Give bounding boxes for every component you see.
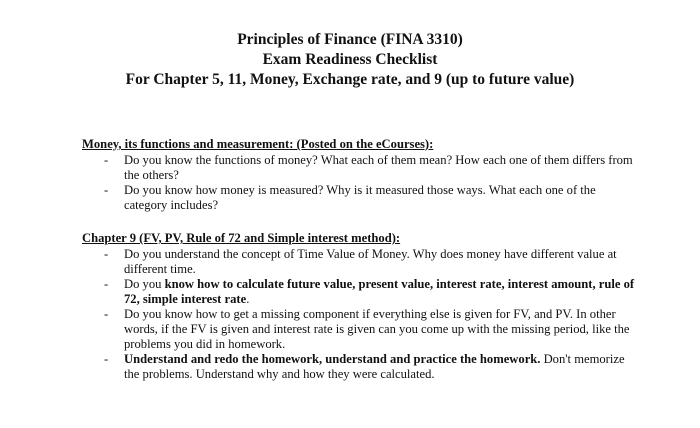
dash-bullet: - (104, 183, 109, 197)
checklist-item-text-bold: know how to calculate future value, present value, interest rate, interest amount, rule of 72, simple interest rate (124, 277, 635, 306)
dash-bullet: - (104, 307, 109, 321)
dash-bullet: - (104, 277, 109, 291)
checklist-item (82, 247, 642, 277)
section-heading-chapter-9: Chapter 9 (FV, PV, Rule of 72 and Simple interest method): (82, 231, 401, 245)
checklist-item (82, 277, 642, 307)
checklist-item (82, 153, 642, 183)
checklist-item-text (124, 352, 625, 381)
chapter-scope: For Chapter 5, 11, Money, Exchange rate, and 9 (up to future value) (125, 71, 575, 88)
checklist-item-text: Do you know the functions of money? What each of them mean? How each one of them differs from the others? (124, 153, 633, 182)
chapter-9-checklist (82, 247, 642, 382)
checklist-item-text-tail: . (246, 292, 250, 306)
checklist-item (82, 183, 642, 213)
section-money (82, 137, 642, 213)
checklist-item-text-tail: Don't memorize the problems. Understand why and how they were calculated. (124, 352, 625, 381)
checklist-item-text: Do you know how money is measured? Why is it measured those ways. What each one of the category includes? (124, 183, 596, 212)
checklist-title: Exam Readiness Checklist (262, 51, 438, 68)
checklist-item (82, 307, 642, 352)
document-header (0, 30, 700, 90)
course-title: Principles of Finance (FINA 3310) (237, 31, 463, 48)
section-chapter-9 (82, 231, 642, 382)
checklist-item-text: Do you understand the concept of Time Value of Money. Why does money have different value at different time. (124, 247, 617, 276)
money-checklist (82, 153, 642, 213)
dash-bullet: - (104, 352, 109, 366)
checklist-item-text (124, 277, 634, 306)
checklist-item-text: Do you know how to get a missing component if everything else is given for FV, and PV. In other words, if the FV is given and interest rate is given can you come up with the missing period, like the problems you did in homework. (124, 307, 630, 351)
checklist-item-text-bold: Understand and redo the homework, understand and practice the homework. (124, 352, 541, 366)
section-heading-money: Money, its functions and measurement: (Posted on the eCourses): (82, 137, 434, 151)
dash-bullet: - (104, 153, 109, 167)
dash-bullet: - (104, 247, 109, 261)
checklist-item-text-lead: Do you (124, 277, 165, 291)
checklist-item (82, 352, 642, 382)
